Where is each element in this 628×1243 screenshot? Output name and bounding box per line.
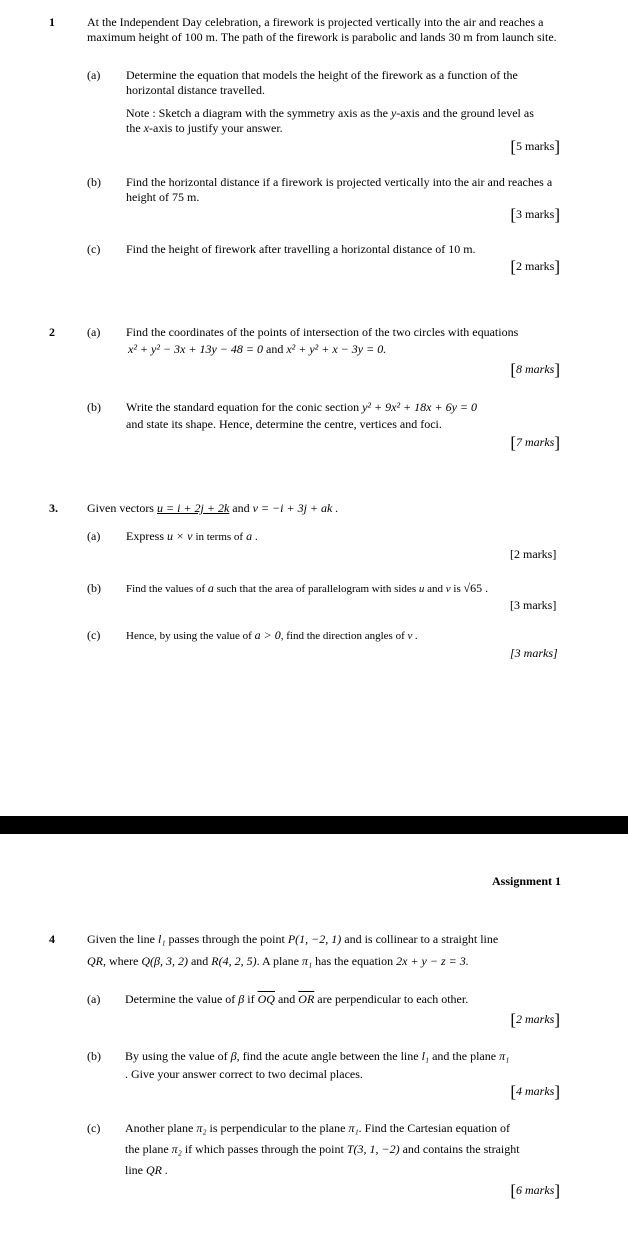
q4-stem-line1 [87, 932, 498, 947]
q2a-eq2: x² + y² + x − 3y = 0. [286, 342, 387, 356]
q4a-oq: $\overline{OQ}$ [257, 992, 275, 1006]
q4c-text-mid: is perpendicular to the plane [209, 1121, 346, 1135]
q4-stem-prefix: Given the line [87, 932, 155, 946]
q2a-marks: [8 marks] [510, 360, 560, 379]
q2a-and: and [266, 342, 284, 356]
q4a-label: (a) [87, 992, 101, 1006]
q3b-label: (b) [87, 581, 101, 595]
q3b-u: u [418, 583, 425, 595]
q4b-text-and: and the plane [432, 1049, 497, 1063]
q4b-marks-text: 4 marks [515, 1084, 555, 1098]
q4c-line2 [125, 1142, 520, 1157]
q3-stem-and: and [232, 501, 250, 515]
q3a-var: a . [246, 529, 259, 543]
q4-stem-line2 [87, 954, 469, 969]
q3b-root: √65 . [463, 581, 489, 595]
q3b-text-mid: such that the area of parallelogram with sides [216, 583, 417, 595]
q4b-l1: l₁ [421, 1049, 430, 1063]
q2a-equations [128, 342, 386, 357]
q1a-marks: [5 marks] [510, 137, 560, 156]
q4b-label: (b) [87, 1049, 101, 1063]
q4-point-p: P(1, −2, 1) [287, 932, 342, 946]
q4c-pi2b: π₂ [171, 1142, 182, 1156]
q4b-marks: [4 marks] [510, 1082, 560, 1101]
q4a-beta: β [238, 992, 245, 1006]
q3-u-expr: u = i + 2j + 2k [156, 501, 230, 515]
q4-stem-mid: passes through the point [168, 932, 285, 946]
q3b-v: v [445, 583, 451, 595]
q1a-note-x: x [143, 121, 149, 135]
q4b-line2: . Give your answer correct to two decimal places. [125, 1067, 363, 1081]
q3c-text-suffix: , find the direction angles of [280, 630, 405, 642]
q4b-pi1: π₁ [499, 1049, 510, 1063]
q4a-text-prefix: Determine the value of [125, 992, 236, 1006]
q4c-marks-text: 6 marks [515, 1183, 555, 1197]
q4c-qr: QR . [146, 1163, 168, 1177]
q1b-marks-text: 3 marks [516, 207, 555, 221]
q4b-text-mid: , find the acute angle between the line [236, 1049, 419, 1063]
q4a-if: if [247, 992, 255, 1006]
q4-qr: QR [87, 954, 103, 968]
q2a-marks-text: 8 marks [515, 362, 555, 376]
q4c-text-mid2: . Find the Cartesian equation of [358, 1121, 510, 1135]
q3-stem-prefix: Given vectors [87, 501, 154, 515]
q2b-line2: and state its shape. Hence, determine the centre, vertices and foci. [126, 417, 442, 431]
q4-stem-suffix: and is collinear to a straight line [344, 932, 499, 946]
q4a-text [125, 992, 468, 1007]
q3b-marks: [3 marks] [510, 598, 557, 612]
q3a-text [126, 529, 258, 545]
q1a-note-suffix: -axis to justify your answer. [149, 121, 283, 135]
question-4-number: 4 [49, 932, 55, 946]
q3b-var: a [207, 581, 214, 595]
q3a-label: (a) [87, 529, 101, 543]
q3c-label: (c) [87, 628, 101, 642]
q2b-text-prefix: Write the standard equation for the conic section [126, 400, 360, 414]
q3b-text-prefix: Find the values of [126, 583, 206, 595]
q4c-line2-a: the plane [125, 1142, 169, 1156]
q4a-marks-text: 2 marks [515, 1012, 555, 1026]
q2b-marks-text: 7 marks [515, 435, 555, 449]
q1b-text: Find the horizontal distance if a firework is projected vertically into the air and reaches a height of 75 m. [126, 175, 553, 204]
q4-stem-has: has the equation [315, 954, 394, 968]
q3b-text [126, 581, 488, 597]
q4-point-r: R(4, 2, 5) [211, 954, 257, 968]
q3c-marks: [3 marks] [510, 646, 558, 660]
question-3-stem [87, 501, 338, 516]
q4a-marks: [2 marks] [510, 1010, 560, 1029]
q4a-or: $\overline{OR}$ [298, 992, 315, 1006]
q4c-marks: [6 marks] [510, 1181, 560, 1200]
question-3-number: 3. [49, 501, 58, 515]
q4c-text-prefix: Another plane [125, 1121, 194, 1135]
q4c-line2-c: and contains the straight [402, 1142, 520, 1156]
q1c-label: (c) [87, 242, 101, 256]
q1a-marks-text: 5 marks [516, 139, 555, 153]
q1a-text: Determine the equation that models the height of the firework as a function of the horizontal distance travelled. [126, 68, 518, 97]
q1c-marks: [2 marks] [510, 257, 560, 276]
q4c-point-t: T(3, 1, −2) [346, 1142, 400, 1156]
q2b-line1 [126, 400, 477, 415]
q1b-label: (b) [87, 175, 101, 189]
q1b-marks: [3 marks] [510, 205, 560, 224]
question-1-stem: At the Independent Day celebration, a firework is projected vertically into the air and reaches a maximum height of 100 m. The path of the firework is parabolic and lands 30 m from launch site. [87, 15, 557, 44]
q1a-label: (a) [87, 68, 101, 82]
q4-point-q: Q(β, 3, 2) [141, 954, 188, 968]
q4a-text-suffix: are perpendicular to each other. [317, 992, 469, 1006]
q1a-note-mid: -axis and the ground level as the [126, 106, 534, 135]
q1c-text: Find the height of firework after travelling a horizontal distance of 10 m. [126, 242, 476, 256]
q4-stem-where: , where [103, 954, 139, 968]
q3b-is: is [453, 583, 461, 595]
q3a-marks: [2 marks] [510, 547, 557, 561]
q2a-text: Find the coordinates of the points of intersection of the two circles with equations [126, 325, 519, 339]
q2b-eq: y² + 9x² + 18x + 6y = 0 [362, 400, 477, 414]
q4-plane-eq: 2x + y − z = 3. [396, 954, 469, 968]
q4c-line3 [125, 1163, 168, 1178]
q4-l1: l₁ [157, 932, 166, 946]
assignment-header: Assignment 1 [491, 874, 561, 888]
q3a-text-prefix: Express [126, 529, 164, 543]
question-1-number: 1 [49, 15, 55, 29]
q1c-marks-text: 2 marks [516, 259, 555, 273]
q4b-beta: β [230, 1049, 237, 1063]
q4b-text-prefix: By using the value of [125, 1049, 228, 1063]
q3-v-expr: v = −i + 3j + ak . [252, 501, 339, 515]
q4c-line3-text: line [125, 1163, 143, 1177]
q2b-marks: [7 marks] [510, 433, 560, 452]
q2a-label: (a) [87, 325, 101, 339]
q4c-label: (c) [87, 1121, 101, 1135]
question-2-number: 2 [49, 325, 55, 339]
q1a-note-y: y [390, 106, 397, 120]
q4c-line2-b: if which passes through the point [184, 1142, 344, 1156]
q4c-pi1: π₁ [348, 1121, 359, 1135]
q2a-eq1: x² + y² − 3x + 13y − 48 = 0 [128, 342, 263, 356]
q3a-expr: u × v [167, 529, 193, 543]
q4-pi1: π₁ [301, 954, 313, 968]
q4b-line1 [125, 1049, 509, 1064]
q3b-and: and [427, 583, 443, 595]
q3c-text-prefix: Hence, by using the value of [126, 630, 252, 642]
q3c-cond: a > 0 [254, 628, 281, 642]
page-break-bar [0, 816, 628, 834]
q4-stem-and: and [190, 954, 209, 968]
q4c-pi2: π₂ [196, 1121, 207, 1135]
q4a-and: and [277, 992, 296, 1006]
q1a-note [126, 106, 546, 136]
q3c-v: v . [407, 630, 418, 642]
q3a-text-suffix: in terms of [195, 531, 244, 543]
q2b-label: (b) [87, 400, 101, 414]
q3c-text [126, 628, 418, 644]
q4c-line1 [125, 1121, 510, 1136]
q1a-note-prefix: Note : Sketch a diagram with the symmetry axis as the [126, 106, 391, 120]
q4-stem-plane: . A plane [256, 954, 299, 968]
